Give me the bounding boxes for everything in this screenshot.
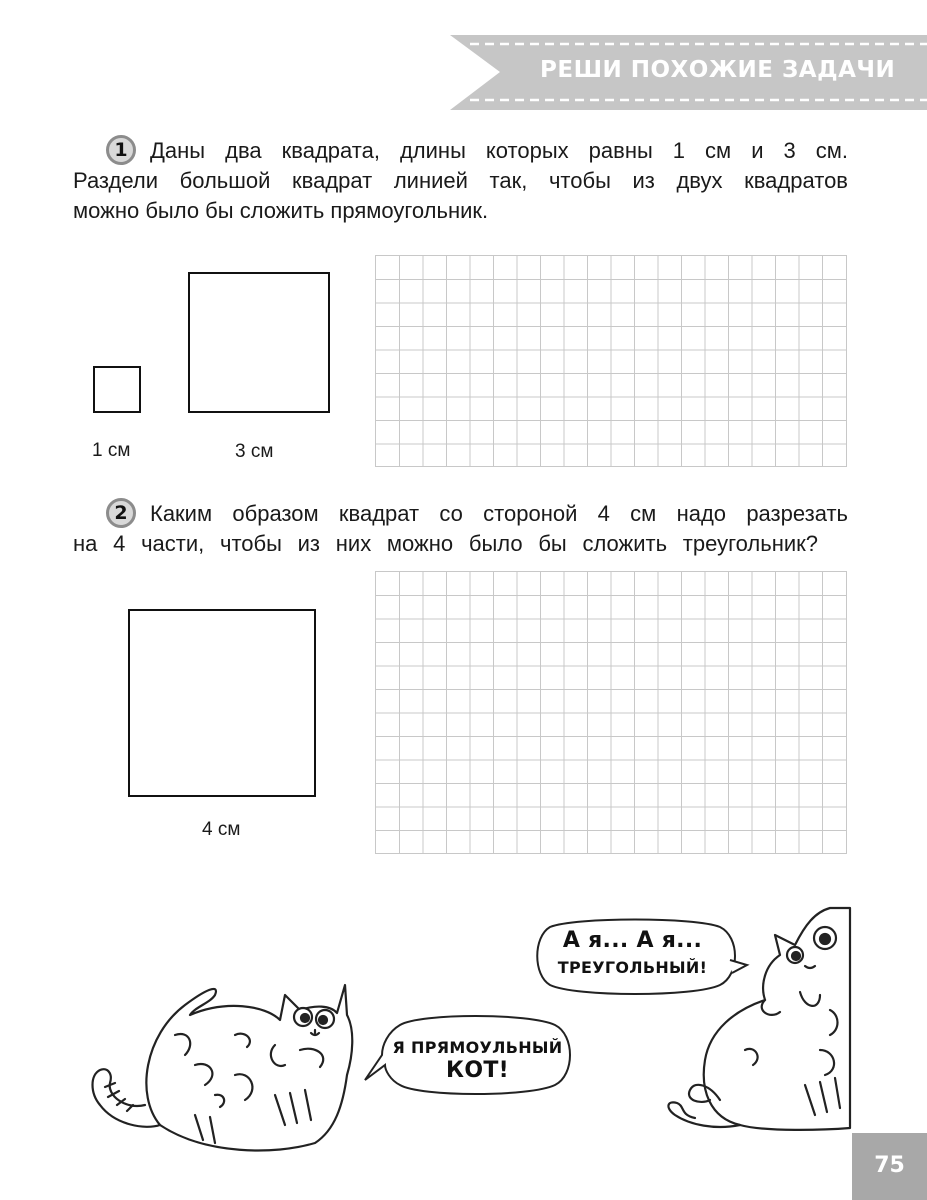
- four-cm-square-label: 4 см: [202, 819, 241, 840]
- large-square: [188, 272, 330, 413]
- sitting-cat-illustration: [655, 900, 865, 1140]
- task1-lines: [73, 166, 848, 196]
- task2-text-line1: Каким образом квадрат со стороной 4 см надо разрезать: [150, 501, 848, 526]
- page-number-box: [852, 1133, 927, 1200]
- lying-cat-illustration: [75, 975, 365, 1165]
- grid-paper-2: [375, 571, 847, 854]
- task1-text-line3: можно было бы сложить прямоугольник.: [73, 198, 489, 223]
- speech-left-line2: КОТ!: [446, 1058, 509, 1083]
- grid-paper-1: [375, 255, 847, 467]
- speech-right-line1: А я... А я...: [562, 928, 703, 953]
- task2-text-line2: на 4 части, чтобы из них можно было бы сложить треугольник?: [73, 531, 818, 556]
- four-cm-square: [128, 609, 316, 797]
- task2-line2: [73, 529, 818, 559]
- page-number: 75: [874, 1153, 905, 1178]
- grid-lines: [376, 572, 846, 853]
- task1-line3: [73, 196, 488, 226]
- task1-text-line1: Даны два квадрата, длины которых равны 1 см и 3 см.: [150, 138, 848, 163]
- task1-line1: [150, 136, 848, 166]
- large-square-label: 3 см: [235, 441, 274, 462]
- small-square: [93, 366, 141, 413]
- small-square-label: 1 см: [92, 440, 131, 461]
- speech-right-line2: ТРЕУГОЛЬНЫЙ!: [557, 958, 708, 977]
- speech-left-line1: Я ПРЯМОУЛЬНЫЙ: [392, 1038, 563, 1057]
- task-number-badge: 1: [106, 135, 136, 165]
- grid-lines: [376, 256, 846, 466]
- section-title: РЕШИ ПОХОЖИЕ ЗАДАЧИ: [540, 57, 896, 83]
- header-banner: [0, 0, 927, 120]
- task-number-badge: 2: [106, 498, 136, 528]
- task1-text-line2: Раздели большой квадрат линией так, чтобы из двух квадратов: [73, 168, 848, 193]
- task2-line1: [150, 499, 848, 529]
